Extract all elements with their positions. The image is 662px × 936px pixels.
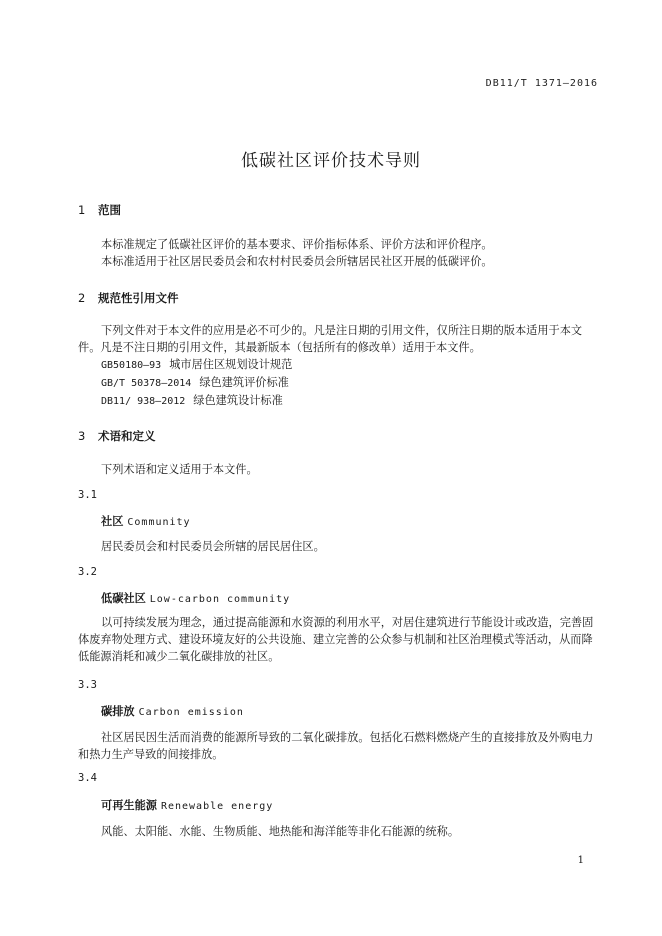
paragraph: 社区居民因生活而消费的能源所导致的二氧化碳排放。包括化石燃料燃烧产生的直接排放及外购电力和热力生产导致的间接排放。: [78, 731, 594, 761]
section-3-intro: [78, 461, 600, 478]
reference-code: GB/T 50378—2014: [101, 378, 192, 389]
section-title: 范围: [98, 203, 121, 217]
section-3-heading: [78, 428, 156, 444]
term-en: Community: [127, 517, 191, 528]
section-title: 规范性引用文件: [98, 291, 179, 305]
paragraph: 风能、太阳能、水能、生物质能、地热能和海洋能等非化石能源的统称。: [101, 825, 460, 838]
term-heading: [101, 590, 290, 606]
reference-item: [78, 356, 600, 374]
section-number: 3: [78, 429, 86, 443]
paragraph: 本标准适用于社区居民委员会和农村村民委员会所辖居民社区开展的低碳评价。: [101, 255, 493, 268]
term-number: 3.2: [78, 566, 97, 578]
term-definition: [78, 614, 600, 665]
term-number: 3.3: [78, 679, 97, 691]
term-en: Renewable energy: [160, 801, 274, 812]
section-2-body: [78, 322, 600, 410]
paragraph: 本标准规定了低碳社区评价的基本要求、评价指标体系、评价方法和评价程序。: [101, 238, 493, 251]
term-number: 3.4: [78, 772, 97, 784]
term-heading: [101, 703, 244, 719]
section-number: 2: [78, 291, 86, 305]
standard-code: DB11/T 1371—2016: [485, 78, 598, 89]
paragraph: 下列文件对于本文件的应用是必不可少的。凡是注日期的引用文件，仅所注日期的版本适用于本文件。凡是不注日期的引用文件，其最新版本（包括所有的修改单）适用于本文件。: [78, 324, 583, 354]
reference-title: 城市居住区规划设计规范: [169, 358, 293, 371]
term-number: 3.1: [78, 489, 97, 501]
term-zh: 可再生能源: [101, 799, 157, 812]
term-definition: [78, 729, 600, 763]
term-zh: 社区: [101, 515, 124, 528]
reference-title: 绿色建筑评价标准: [199, 376, 289, 389]
reference-item: [78, 374, 600, 392]
section-title: 术语和定义: [98, 429, 156, 443]
page-number: 1: [577, 855, 584, 866]
section-1-heading: [78, 202, 121, 218]
term-definition: [78, 538, 600, 555]
paragraph: 居民委员会和村民委员会所辖的居民居住区。: [101, 540, 325, 553]
term-heading: [101, 797, 273, 813]
section-1-body: [78, 236, 600, 270]
term-zh: 低碳社区: [101, 592, 146, 605]
paragraph: 以可持续发展为理念，通过提高能源和水资源的利用水平，对居住建筑进行节能设计或改造，完善固体废弃物处理方式、建设环境友好的公共设施、建立完善的公众参与机制和社区治理模式等活动，从而降低能源消耗和减少二氧化碳排放的社区。: [78, 616, 594, 663]
term-heading: [101, 513, 191, 529]
section-number: 1: [78, 203, 86, 217]
reference-code: DB11/ 938—2012: [101, 396, 186, 407]
term-zh: 碳排放: [101, 705, 135, 718]
reference-title: 绿色建筑设计标准: [193, 394, 283, 407]
term-definition: [78, 823, 600, 840]
document-title: 低碳社区评价技术导则: [241, 151, 421, 171]
paragraph: 下列术语和定义适用于本文件。: [101, 463, 258, 476]
term-en: Carbon emission: [138, 707, 244, 718]
section-2-heading: [78, 290, 179, 306]
term-en: Low-carbon community: [149, 594, 291, 605]
reference-item: [78, 392, 600, 410]
reference-code: GB50180—93: [101, 360, 162, 371]
